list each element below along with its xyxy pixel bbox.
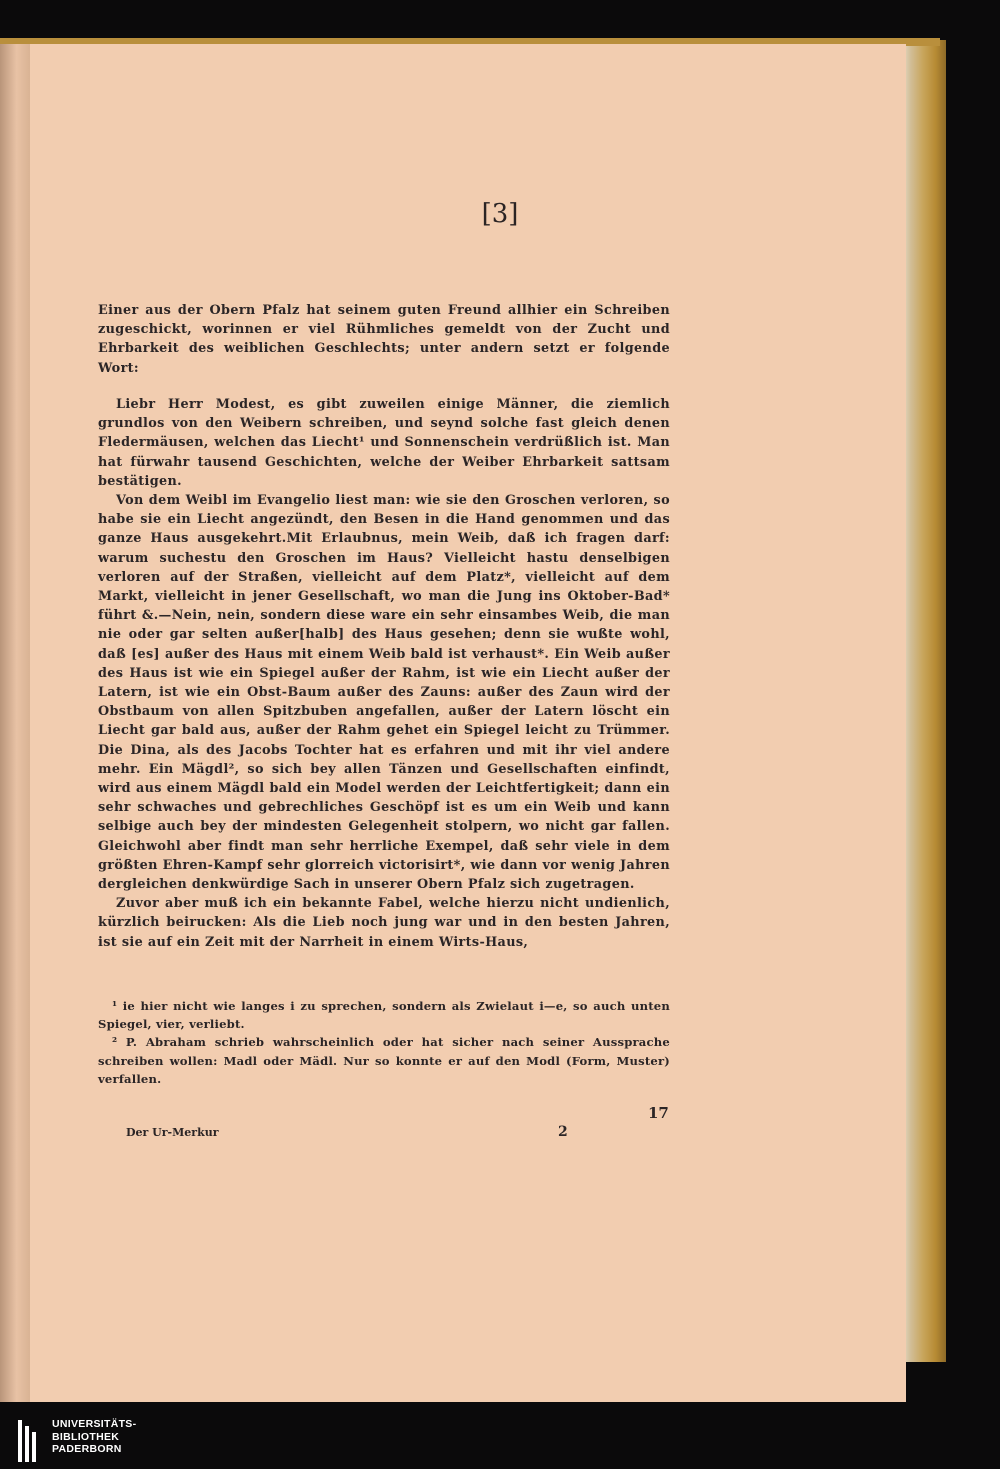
letter-paragraph-2: Von dem Weibl im Evangelio liest man: wie sie den Groschen verloren, so habe sie ein Liecht angezündt, den Besen in die Hand genommen und das ganze Haus ausgekehrt.Mit Erlaubnus, mein Weib, daß ich fragen darf: warum suchestu den Groschen im Haus? Vielleicht hastu denselbigen verloren auf der Straßen, vielleicht auf dem Platz*, vielleicht auf dem Markt, vielleicht in jener Gesellschaft, wo man die Jung ins Oktober-Bad* führt &.—Nein, nein, sondern diese ware ein sehr einsambes Weib, die man nie oder gar selten außer[halb] des Haus gesehen; denn sie wußte wohl, daß [es] außer des Haus mit einem Weib bald ist verhaust*. Ein Weib außer des Haus ist wie ein Spiegel außer der Rahm, ist wie ein Liecht außer der Latern, ist wie ein Obst-Baum außer des Zauns: außer des Zaun wird der Obstbaum von allen Spitzbuben angefallen, außer der Latern löscht ein Liecht gar bald aus, außer der Rahm gehet ein Spiegel leicht zu Trümmer. Die Dina, als des Jacobs Tochter hat es erfahren und mit ihr viel andere mehr. Ein Mägdl², so sich bey allen Tänzen und Gesellschaften einfindt, wird aus einem Mägdl bald ein Model werden der Leichtfertigkeit; dann ein sehr schwaches und gebrechliches Geschöpf ist es um ein Weib und kann selbige auch bey der mindesten Gelegenheit stolpern, wo nicht gar fallen. Gleichwohl aber findt man sehr herrliche Exempel, daß sehr viele in dem größten Ehren-Kampf sehr glorreich victorisirt*, wie dann vor wenig Jahren dergleichen denkwürdige Sach in unserer Obern Pfalz sich zugetragen. [98,493,670,893]
library-logo-text [52,1418,136,1456]
footnote-2: ² P. Abraham schrieb wahrscheinlich oder hat sicher nach seiner Aussprache schreiben wollen: Madl oder Mädl. Nur so konnte er auf den Modl (Form, Muster) verfallen. [98,1035,670,1086]
page-number: 17 [648,1104,669,1122]
library-logo [18,1416,178,1464]
letter-paragraph-3: Zuvor aber muß ich ein bekannte Fabel, welche hierzu nicht undienlich, kürzlich beirucken: Als die Lieb noch jung war und in den besten Jahren, ist sie auf ein Zeit mit der Narrheit in einem Wirts-Haus, [98,896,670,950]
footnote-1: ¹ ie hier nicht wie langes i zu sprechen, sondern als Zwielaut i—e, so auch unten Spiegel, vier, verliebt. [98,999,670,1032]
running-footer: Der Ur-Merkur [126,1126,219,1139]
library-logo-line-3: PADERBORN [52,1443,122,1455]
library-logo-icon [18,1420,44,1462]
library-logo-line-1: UNIVERSITÄTS- [52,1418,137,1430]
intro-paragraph [98,301,670,378]
letter-body [98,395,670,952]
book-cover-edge [904,40,946,1362]
chapter-marker: [3] [481,199,519,229]
letter-paragraph-1: Liebr Herr Modest, es gibt zuweilen einige Männer, die ziemlich grundlos von den Weibern schreiben, und seynd solche fast gleich denen Fledermäusen, welchen das Liecht¹ und Sonnenschein verdrüßlich ist. Man hat fürwahr tausend Geschichten, welche der Weiber Ehrbarkeit sattsam bestätigen. [98,397,670,489]
left-page-edge [0,44,30,1402]
library-logo-line-2: BIBLIOTHEK [52,1430,120,1443]
signature-mark: 2 [558,1124,568,1140]
intro-text: Einer aus der Obern Pfalz hat seinem guten Freund allhier ein Schreiben zugeschickt, worinnen er viel Rühmliches gemeldt von der Zucht und Ehrbarkeit des weiblichen Geschlechts; unter andern setzt er folgende Wort: [98,303,670,376]
footnotes [98,997,670,1088]
